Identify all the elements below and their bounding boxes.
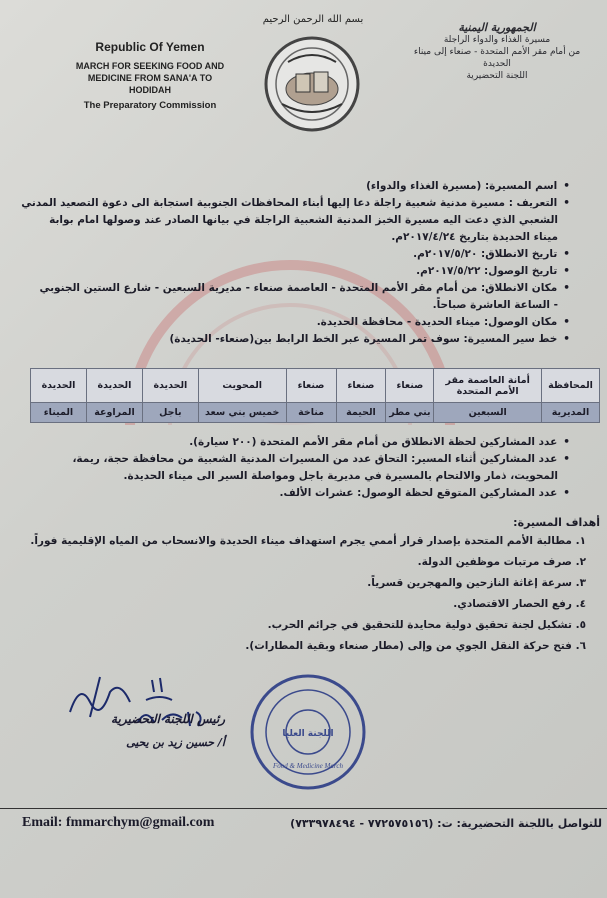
- start-place-line-1: • مكان الانطلاق: من أمام مقر الأمم المتحدة - العاصمة صنعاء - مديرية السبعين - شارع الستين الجنوبي: [30, 280, 570, 297]
- route-table-cell: صنعاء: [286, 369, 336, 403]
- basmala: بسم الله الرحمن الرحيم: [262, 14, 364, 25]
- route-table-header-row: [31, 369, 600, 403]
- definition-line-1: • التعريف : مسيرة مدنية شعبية راجلة دعا إليها أبناء المحافظات الجنوبية استجابة الى دعوة التصعيد المدني: [30, 195, 570, 212]
- route-table-cell: المحافظة: [542, 369, 600, 403]
- footer-contact: للتواصل باللجنة التحضيرية: ت: (٧٧٢٥٧٥١٥٦ - ٧٣٣٩٧٨٤٩٤): [290, 817, 602, 830]
- start-place-line-2: - الساعة العاشرة صباحاً.: [432, 299, 558, 311]
- stamp-bottom-text: Food & Medicine March: [273, 762, 343, 770]
- route-table-cell: صنعاء: [336, 369, 386, 403]
- footer-email[interactable]: Email: fmmarchym@gmail.com: [22, 815, 215, 830]
- official-stamp-icon: [248, 672, 368, 792]
- route-table-cell: المحويت: [198, 369, 286, 403]
- stamp-center-text: اللجنة العليا: [282, 729, 334, 739]
- header-en-march-line-1: MARCH FOR SEEKING FOOD AND: [75, 61, 225, 71]
- goal-item: ٢. صرف مرتبات موظفين الدولة.: [417, 556, 586, 568]
- route-table-cell: صنعاء: [386, 369, 434, 403]
- participants-block: [30, 434, 570, 502]
- header-ar-line-4: اللجنة التحضيرية: [466, 71, 528, 81]
- signatory-name: أ/ حسين زيد بن يحيى: [126, 736, 225, 749]
- route-table-cell: خميس بني سعد: [198, 403, 286, 423]
- participants-during-line-1: • عدد المشاركين أثناء المسير: التحاق عدد من المسيرات المدنية الشعبية من محافظة حجة، ريمة،: [30, 451, 570, 468]
- header-ar-line-3: الحديدة: [483, 59, 511, 69]
- goals-block: [20, 514, 600, 657]
- header-ar-republic: الجمهورية اليمنية: [458, 21, 536, 34]
- signatory-title: رئيس اللجنة التحضيرية: [111, 712, 225, 726]
- participants-arrival: • عدد المشاركين المتوقع لحظة الوصول: عشرات الألف.: [30, 485, 570, 502]
- start-date: • تاريخ الانطلاق: ٢٠١٧/٥/٢٠م.: [30, 246, 570, 263]
- route-table-cell: الحديدة: [31, 369, 87, 403]
- description-block: [21, 178, 570, 348]
- goal-item: ٤. رفع الحصار الاقتصادي.: [453, 598, 586, 610]
- footer-divider: [0, 808, 607, 809]
- header-en-march-line-3: HODIDAH: [129, 85, 171, 95]
- route-table-district-row: [31, 403, 600, 423]
- goal-item: ١. مطالبة الأمم المتحدة بإصدار قرار أممي يجرم استهداف ميناء الحديدة والانسحاب من المياه الإقليمية فوراً.: [30, 535, 586, 547]
- goals-title: أهداف المسيرة:: [513, 516, 600, 529]
- route-description: • خط سير المسيرة: سوف تمر المسيرة عبر الخط الرابط بين(صنعاء- الحديدة): [30, 331, 570, 348]
- route-table-cell: الحديدة: [142, 369, 198, 403]
- march-logo-icon: [262, 34, 362, 134]
- definition-line-3: ميناء الحديدة بتاريخ ٢٠١٧/٤/٢٤م.: [391, 231, 558, 243]
- route-table-cell: السبعين: [434, 403, 542, 423]
- header-ar-line-1: مسيرة الغذاء والدواء الراجلة: [443, 35, 551, 45]
- march-name: • اسم المسيرة: (مسيرة الغذاء والدواء): [30, 178, 570, 195]
- route-table-cell: أمانة العاصمة مقر الأمم المتحدة: [434, 369, 542, 403]
- route-table-cell: الحديدة: [86, 369, 142, 403]
- route-table-cell: بني مطر: [386, 403, 434, 423]
- route-table-cell: باجل: [142, 403, 198, 423]
- goal-item: ٥. تشكيل لجنة تحقيق دولية محايدة للتحقيق في جرائم الحرب.: [267, 619, 586, 631]
- header-en-commission: The Preparatory Commission: [83, 100, 217, 111]
- definition-line-2: الشعبي الذي دعت اليه مسيرة الخبز المدنية الشعبية الراجلة في بيانها الصادر عند وصولها امام بوابة: [49, 214, 558, 226]
- route-table-cell: الحيمة: [336, 403, 386, 423]
- route-table-cell: الميناء: [31, 403, 87, 423]
- header-arabic: [397, 22, 597, 82]
- route-table: [30, 368, 600, 423]
- header-english: [50, 40, 250, 111]
- route-table-cell: مناخة: [286, 403, 336, 423]
- route-table-cell: المراوعة: [86, 403, 142, 423]
- arrival-date: • تاريخ الوصول: ٢٠١٧/٥/٢٢م.: [30, 263, 570, 280]
- participants-during-line-2: المحويت، ذمار والالتحام بالمسيرة في مديرية باجل ومواصلة السير الى ميناء الحديدة.: [123, 470, 558, 482]
- goal-item: ٣. سرعة إغاثة النازحين والمهجرين قسرياً.: [367, 577, 586, 589]
- route-table-cell: المديرية: [542, 403, 600, 423]
- participants-start: • عدد المشاركين لحظة الانطلاق من أمام مقر الأمم المتحدة (٢٠٠ سيارة).: [30, 434, 570, 451]
- header-en-march-line-2: MEDICINE FROM SANA'A TO: [87, 73, 213, 83]
- header-ar-line-2: من أمام مقر الأمم المتحدة - صنعاء إلى ميناء: [413, 47, 581, 57]
- header-en-republic: Republic Of Yemen: [95, 40, 205, 54]
- goal-item: ٦. فتح حركة النقل الجوي من وإلى (مطار صنعاء وبقية المطارات).: [245, 640, 586, 652]
- arrival-place: • مكان الوصول: ميناء الحديدة - محافظة الحديدة.: [30, 314, 570, 331]
